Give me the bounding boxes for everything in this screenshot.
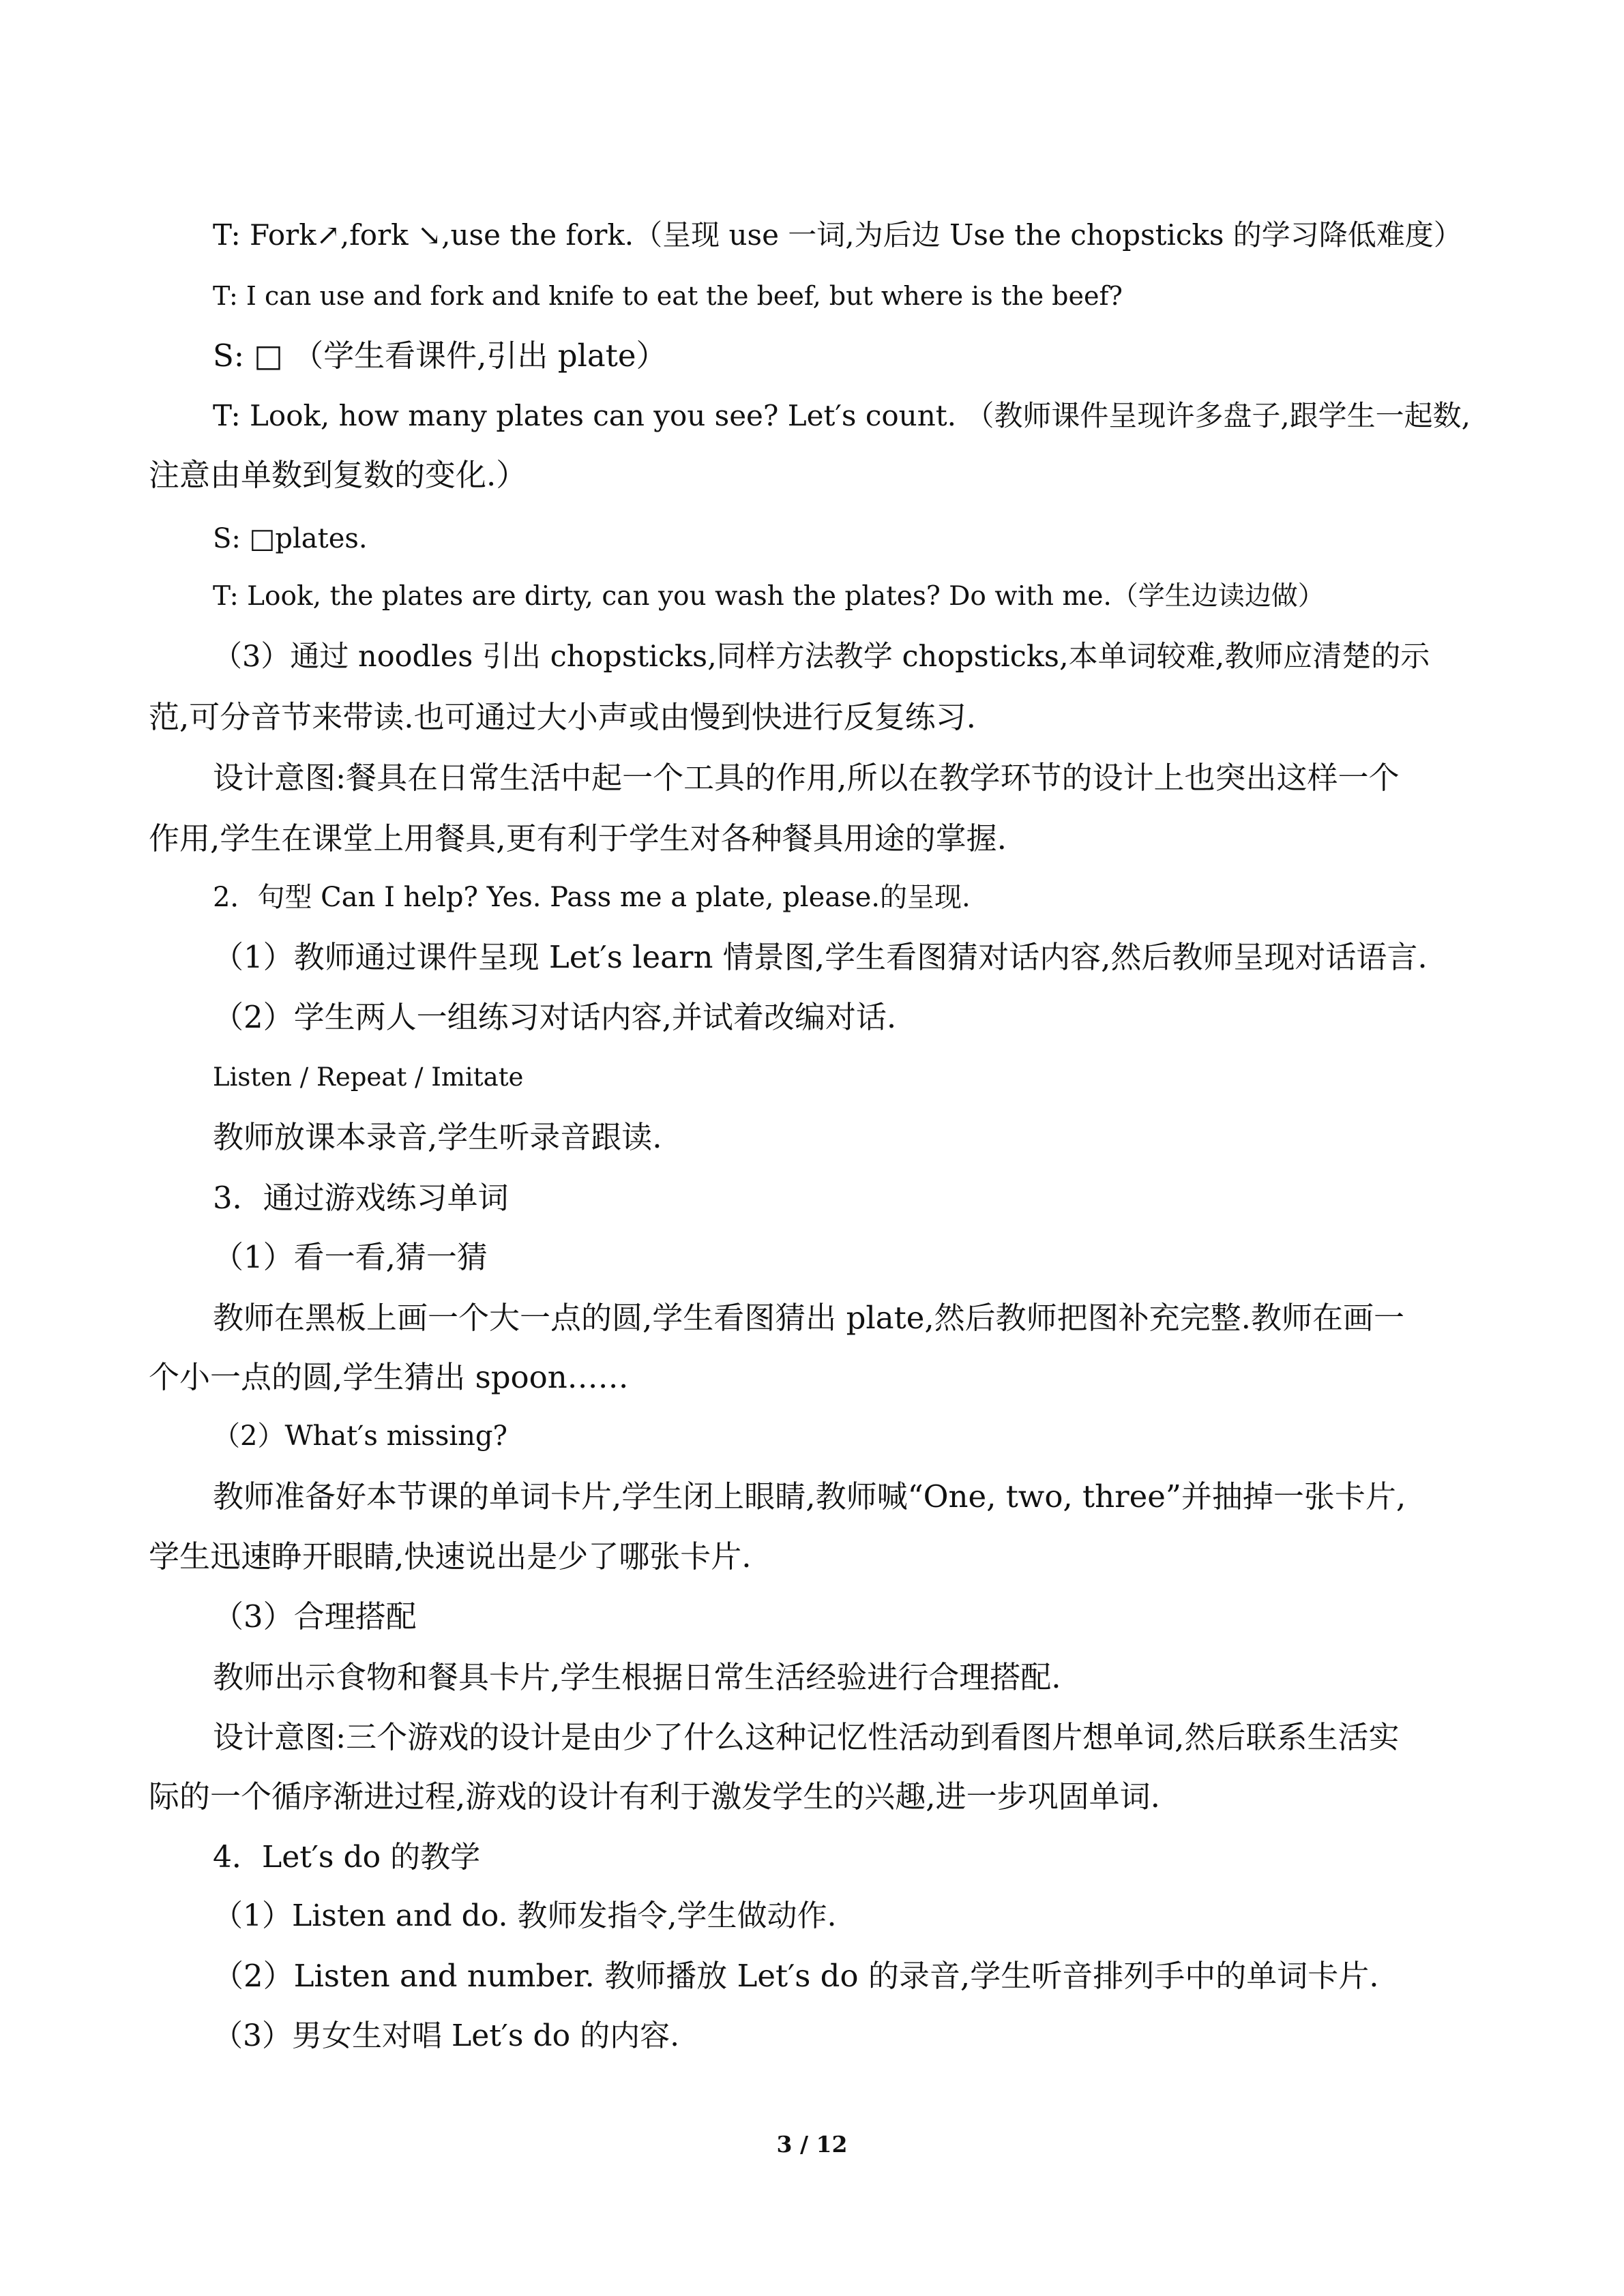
text-line: （3）男女生对唱 Let′s do 的内容.: [213, 2018, 680, 2053]
text-line: （1）教师通过课件呈现 Let′s learn 情景图,学生看图猜对话内容,然后教师呈现对话语言.: [213, 939, 1428, 975]
text-line: T: I can use and fork and knife to eat the beef, but where is the beef?: [213, 281, 1123, 311]
text-line: 设计意图:三个游戏的设计是由少了什么这种记忆性活动到看图片想单词,然后联系生活实: [213, 1719, 1400, 1755]
text-line: S: □plates.: [213, 523, 368, 554]
text-line: T: Look, how many plates can you see? Let′s count. （教师课件呈现许多盘子,跟学生一起数,: [213, 399, 1471, 432]
text-line: （1）看一看,猜一猜: [213, 1239, 488, 1275]
text-line: T: Fork↗,fork ↘,use the fork.（呈现 use 一词,为后边 Use the chopsticks 的学习降低难度）: [213, 218, 1462, 252]
page-number: 3 / 12: [776, 2131, 848, 2158]
text-line: 教师准备好本节课的单词卡片,学生闭上眼睛,教师喊“One, two, three”并抽掉一张卡片,: [213, 1478, 1406, 1515]
text-line: 2．句型 Can I help? Yes. Pass me a plate, please.的呈现.: [213, 882, 971, 913]
text-line: （1）Listen and do. 教师发指令,学生做动作.: [213, 1898, 837, 1933]
text-line: 注意由单数到复数的变化.）: [149, 457, 527, 493]
text-line: （3）通过 noodles 引出 chopsticks,同样方法教学 chopsticks,本单词较难,教师应清楚的示: [213, 640, 1430, 674]
text-line: 3．通过游戏练习单词: [213, 1180, 509, 1216]
text-line: 个小一点的圆,学生猜出 spoon……: [149, 1359, 629, 1395]
text-line: 4．Let′s do 的教学: [213, 1840, 481, 1875]
text-line: 教师出示食物和餐具卡片,学生根据日常生活经验进行合理搭配.: [213, 1659, 1061, 1695]
text-line: Listen / Repeat / Imitate: [213, 1062, 524, 1092]
text-line: 际的一个循序渐进过程,游戏的设计有利于激发学生的兴趣,进一步巩固单词.: [149, 1778, 1160, 1815]
text-line: 范,可分音节来带读.也可通过大小声或由慢到快进行反复练习.: [149, 699, 976, 735]
text-line: 作用,学生在课堂上用餐具,更有利于学生对各种餐具用途的掌握.: [149, 820, 1007, 856]
text-line: T: Look, the plates are dirty, can you wash the plates? Do with me.（学生边读边做）: [213, 581, 1325, 612]
text-line: （2）Listen and number. 教师播放 Let′s do 的录音,学生听音排列手中的单词卡片.: [213, 1958, 1379, 1994]
text-line: 教师放课本录音,学生听录音跟读.: [213, 1119, 662, 1155]
text-line: 教师在黑板上画一个大一点的圆,学生看图猜出 plate,然后教师把图补充完整.教师在画一: [213, 1300, 1404, 1336]
text-line: （2）What′s missing?: [213, 1420, 507, 1452]
text-line: （3）合理搭配: [213, 1598, 417, 1635]
text-line: S: □ （学生看课件,引出 plate）: [213, 338, 667, 374]
text-line: 设计意图:餐具在日常生活中起一个工具的作用,所以在教学环节的设计上也突出这样一个: [213, 760, 1400, 796]
text-line: （2）学生两人一组练习对话内容,并试着改编对话.: [213, 999, 897, 1035]
text-line: 学生迅速睁开眼睛,快速说出是少了哪张卡片.: [149, 1538, 752, 1575]
